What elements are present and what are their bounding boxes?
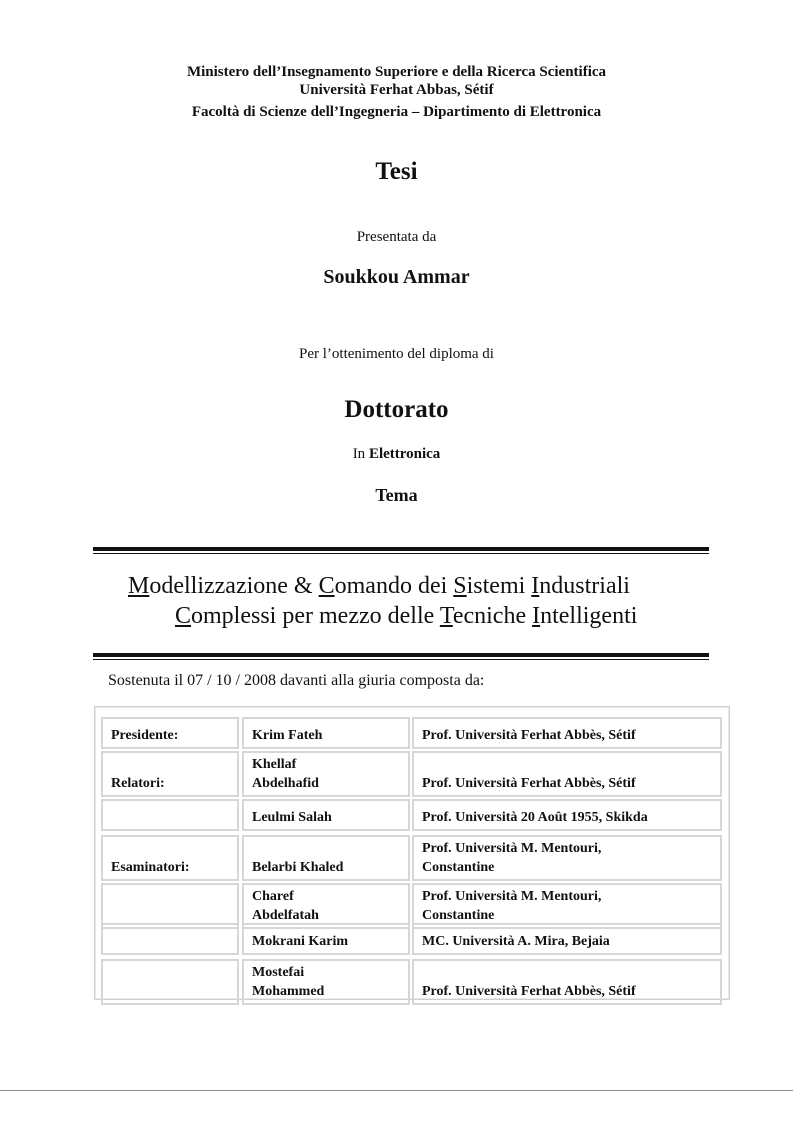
- jury-name-cell-text: Charef: [252, 889, 294, 904]
- jury-role-cell: [101, 959, 239, 1005]
- jury-name-cell: [242, 799, 410, 831]
- jury-name-cell-text: Abdelfatah: [252, 908, 319, 923]
- jury-role-cell-text: Presidente:: [111, 728, 179, 743]
- jury-affiliation-cell: [412, 923, 722, 955]
- jury-affiliation-cell: [412, 799, 722, 831]
- title-word: ntelligenti: [540, 603, 638, 629]
- jury-name-cell-text: Mokrani Karim: [252, 934, 349, 949]
- title-initial: C: [318, 573, 335, 599]
- jury-affiliation-cell-text: MC. Università A. Mira, Bejaia: [422, 934, 610, 949]
- jury-affiliation-cell-text: Prof. Università Ferhat Abbès, Sétif: [422, 728, 636, 743]
- thesis-title-line-2: [175, 602, 637, 630]
- jury-name-cell-text: Mohammed: [252, 984, 325, 999]
- jury-name-cell: [242, 751, 410, 797]
- jury-affiliation-cell-text: Constantine: [422, 908, 495, 923]
- page-footer-rule: [0, 1090, 793, 1091]
- title-initial: I: [532, 603, 541, 629]
- jury-role-cell: [101, 799, 239, 831]
- jury-role-cell-text: Relatori:: [111, 776, 165, 791]
- jury-affiliation-cell: [412, 835, 722, 881]
- jury-affiliation-cell-text: Prof. Università 20 Août 1955, Skikda: [422, 810, 648, 825]
- jury-role-cell: [101, 835, 239, 881]
- jury-name-cell-text: Krim Fateh: [252, 728, 323, 743]
- jury-affiliation-cell: [412, 959, 722, 1005]
- jury-affiliation-cell-text: Constantine: [422, 860, 495, 875]
- title-initial: T: [439, 603, 453, 629]
- faculty-line: Facoltà di Scienze dell’Ingegneria – Dipartimento di Elettronica: [191, 104, 602, 120]
- jury-role-cell: [101, 751, 239, 797]
- title-word: omplessi per mezzo delle: [191, 603, 440, 629]
- jury-name-cell-text: Abdelhafid: [252, 776, 319, 791]
- title-word: istemi: [466, 573, 532, 599]
- jury-role-cell: [101, 717, 239, 749]
- title-top-rule: [93, 547, 709, 554]
- theme-label: Tema: [375, 485, 418, 505]
- title-word: odellizzazione &: [149, 573, 319, 599]
- jury-affiliation-cell-text: Prof. Università M. Mentouri,: [422, 841, 602, 856]
- author-name: Soukkou Ammar: [323, 266, 470, 288]
- jury-role-cell-text: Esaminatori:: [111, 860, 190, 875]
- presented-by-label: Presentata da: [356, 229, 437, 245]
- jury-name-cell: [242, 717, 410, 749]
- jury-name-cell: [242, 959, 410, 1005]
- jury-name-cell-text: Khellaf: [252, 757, 297, 772]
- jury-name-cell-text: Leulmi Salah: [252, 810, 332, 825]
- diploma-label: Per l’ottenimento del diploma di: [299, 346, 494, 362]
- thesis-title-line-1: [128, 572, 630, 600]
- university-line: Università Ferhat Abbas, Sétif: [299, 82, 494, 98]
- title-word: ecniche: [452, 603, 533, 629]
- title-initial: S: [453, 573, 467, 599]
- jury-table: [94, 706, 730, 1000]
- title-initial: I: [531, 573, 540, 599]
- defense-statement: Sostenuta il 07 / 10 / 2008 davanti alla giuria composta da:: [108, 672, 485, 689]
- jury-name-cell: [242, 835, 410, 881]
- field-prefix: In: [352, 446, 366, 462]
- field-line: [0, 446, 793, 463]
- title-initial: C: [175, 603, 192, 629]
- degree-name: Dottorato: [344, 396, 449, 423]
- jury-name-cell: [242, 923, 410, 955]
- document-type: Tesi: [375, 158, 418, 185]
- title-word: omando dei: [334, 573, 454, 599]
- jury-name-cell-text: Belarbi Khaled: [252, 860, 344, 875]
- field-name: Elettronica: [368, 446, 441, 462]
- jury-role-cell: [101, 923, 239, 955]
- title-initial: M: [128, 573, 150, 599]
- ministry-line: Ministero dell’Insegnamento Superiore e della Ricerca Scientifica: [186, 64, 607, 80]
- jury-name-cell-text: Mostefai: [252, 965, 305, 980]
- jury-affiliation-cell-text: Prof. Università M. Mentouri,: [422, 889, 602, 904]
- jury-affiliation-cell: [412, 751, 722, 797]
- jury-affiliation-cell-text: Prof. Università Ferhat Abbès, Sétif: [422, 984, 636, 999]
- title-bottom-rule: [93, 653, 709, 660]
- jury-affiliation-cell-text: Prof. Università Ferhat Abbès, Sétif: [422, 776, 636, 791]
- jury-affiliation-cell: [412, 717, 722, 749]
- title-word: ndustriali: [539, 573, 630, 599]
